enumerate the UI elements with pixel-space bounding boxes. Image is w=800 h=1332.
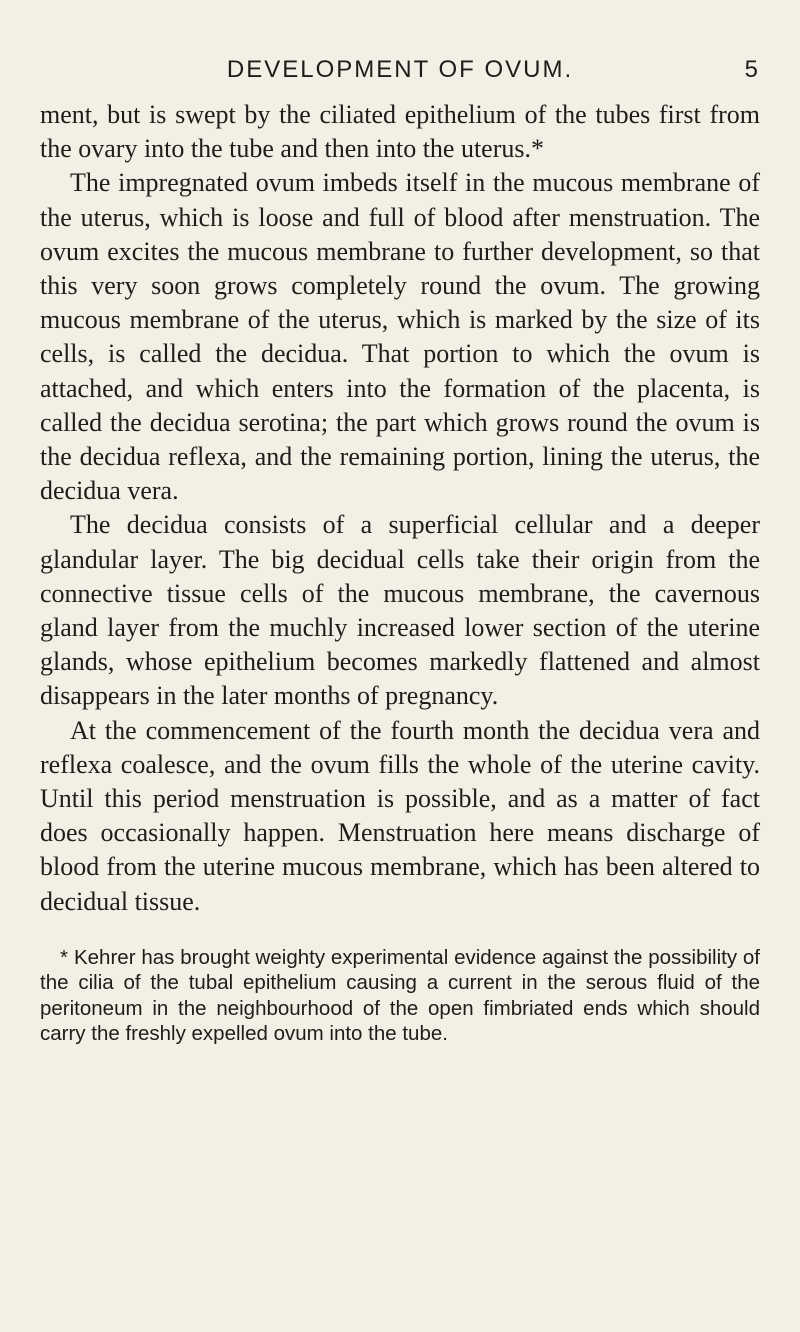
footnote-text: Kehrer has brought weighty experimental evidence against the possibility of the cilia of the tubal epithelium causing a current in the serous fluid of the peritoneum in the neighbourhood of the open fimbriated ends which should carry the freshly expelled ovum into the tube. (40, 945, 760, 1046)
running-head (40, 56, 760, 92)
paragraph-decidua-layers: The decidua consists of a superficial cellular and a deeper glandular layer. The big decidual cells take their origin from the connective tissue cells of the mucous membrane, the cavernous gland layer from the muchly increased lower section of the uterine glands, whose epithelium becomes markedly flattened and almost disappears in the later months of pregnancy. (40, 510, 760, 711)
running-title: DEVELOPMENT OF OVUM. (226, 56, 574, 83)
page-number: 5 (744, 56, 758, 83)
footnote (40, 945, 760, 1047)
body-text (40, 98, 760, 919)
footnote-mark: * (60, 945, 68, 969)
paragraph-fourth-month: At the commencement of the fourth month the decidua vera and reflexa coalesce, and the ovum fills the whole of the uterine cavity. Until this period menstruation is possible, and as a matter of fact does occasionally happen. Menstruation here means discharge of blood from the uterine mucous membrane, which has been altered to decidual tissue. (40, 715, 760, 916)
footnote-paragraph (40, 945, 760, 1047)
paragraph-impregnated-ovum: The impregnated ovum imbeds itself in the mucous membrane of the uterus, which is loose and full of blood after menstruation. The ovum excites the mucous membrane to further development, so that this very soon grows completely round the ovum. The growing mucous membrane of the uterus, which is marked by the size of its cells, is called the decidua. That portion to which the ovum is attached, and which enters into the formation of the placenta, is called the decidua serotina; the part which grows round the ovum is the decidua reflexa, and the remaining portion, lining the uterus, the decidua vera. (40, 168, 760, 506)
paragraph-continuation: ment, but is swept by the ciliated epithelium of the tubes first from the ovary into the tube and then into the uterus.* (40, 100, 760, 164)
